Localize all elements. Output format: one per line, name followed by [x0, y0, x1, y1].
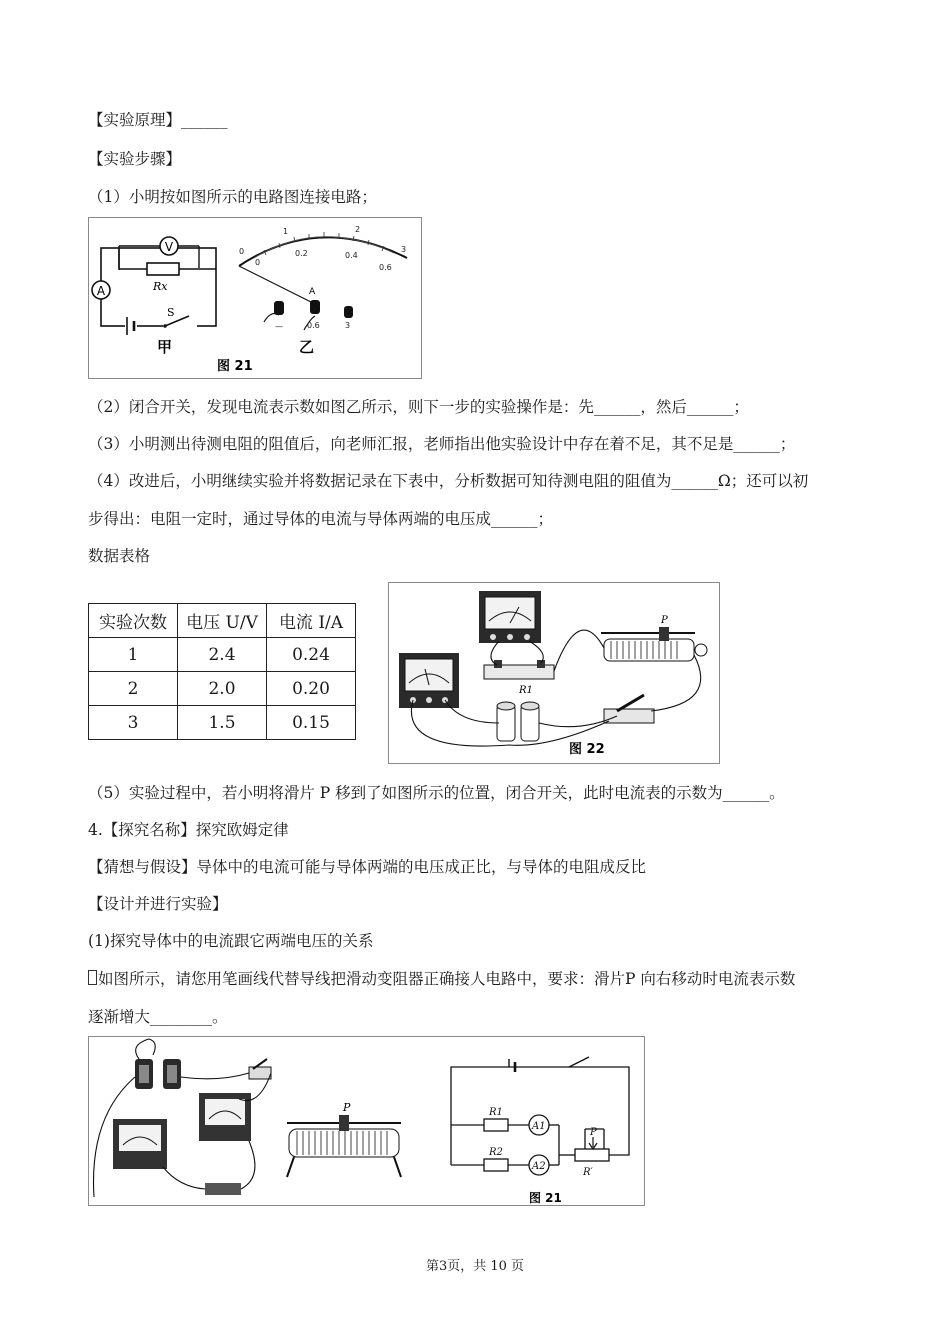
voltmeter-label: V — [164, 240, 174, 254]
part-2-text: 如图所示，请您用笔画线代替导线把滑动变阻器正确接人电路中，要求：滑片P 向右移动时电流表示数 — [98, 970, 796, 988]
rprime-label: R′ — [583, 1167, 593, 1178]
data-table — [88, 603, 356, 740]
resistor-r2-symbol — [484, 1159, 508, 1171]
part-1: (1)探究导体中的电流跟它两端电压的关系 — [88, 932, 374, 950]
battery-pack — [497, 702, 539, 741]
rheostat-symbol — [575, 1149, 609, 1161]
ammeter-device — [399, 653, 459, 708]
scale-bottom-0: 0 — [255, 258, 261, 267]
step-4-part-1: （4）改进后，小明继续实验并将数据记录在下表中，分析数据可知待测电阻的阻值为______Ω；还可以初 — [88, 472, 809, 490]
scale-top-3: 3 — [401, 245, 407, 254]
part-2-line-2: 逐渐增大________。 — [88, 1008, 228, 1026]
terminal-negative — [274, 301, 284, 315]
rheostat-device — [287, 1115, 401, 1177]
table-cell: 2.4 — [178, 638, 267, 672]
table-header: 电压 U/V — [178, 604, 267, 638]
table-cell: 2.0 — [178, 672, 267, 706]
resistor-r1-symbol — [484, 1119, 508, 1131]
figure-21-caption: 图 21 — [217, 359, 253, 374]
part-2-line-1 — [88, 969, 795, 989]
scale-bottom-2: 0.4 — [345, 251, 358, 260]
terminal-label-neg: — — [275, 322, 283, 331]
table-header-row — [89, 604, 356, 638]
r1-label: R1 — [489, 1107, 503, 1118]
table-cell: 1.5 — [178, 706, 267, 740]
step-2: （2）闭合开关，发现电流表示数如图乙所示，则下一步的实验操作是：先______，然后______； — [88, 398, 749, 416]
step-5: （5）实验过程中，若小明将滑片 P 移到了如图所示的位置，闭合开关，此时电流表的示数为______。 — [88, 784, 785, 802]
resistor-label: Rx — [153, 280, 168, 293]
switch-symbol — [569, 1057, 589, 1067]
figure-bottom-caption: 图 21 — [529, 1191, 562, 1205]
p-label: P — [590, 1127, 597, 1138]
ammeter-device — [113, 1119, 167, 1169]
terminal-label-06: 0.6 — [307, 321, 320, 330]
scale-top-0: 0 — [239, 247, 245, 256]
switch-device — [249, 1067, 271, 1079]
table-cell: 2 — [89, 672, 178, 706]
table-cell: 1 — [89, 638, 178, 672]
table-cell: 0.20 — [267, 672, 356, 706]
label-jia: 甲 — [157, 338, 173, 356]
page-footer: 第3页，共 10 页 — [425, 1259, 525, 1274]
resistor-rx — [147, 263, 179, 275]
scale-bottom-1: 0.2 — [295, 249, 308, 258]
table-row — [89, 638, 356, 672]
experiment-steps-heading: 【实验步骤】 — [88, 150, 182, 168]
table-row — [89, 672, 356, 706]
table-cell: 0.15 — [267, 706, 356, 740]
rheostat-device — [601, 627, 707, 661]
r2-label: R2 — [489, 1147, 503, 1158]
experiment-principle: 【实验原理】______ — [88, 111, 228, 129]
slider-p-label: P — [343, 1101, 351, 1114]
resistor-r1-label: R1 — [519, 685, 533, 696]
data-table-title: 数据表格 — [88, 547, 151, 565]
hypothesis: 【猜想与假设】导体中的电流可能与导体两端的电压成正比，与导体的电阻成反比 — [88, 858, 647, 876]
scale-bottom-3: 0.6 — [379, 263, 392, 272]
missing-glyph-icon — [88, 970, 97, 985]
table-cell: 0.24 — [267, 638, 356, 672]
table-header: 实验次数 — [89, 604, 178, 638]
design-heading: 【设计并进行实验】 — [88, 895, 228, 913]
figure-21 — [88, 217, 422, 379]
table-row — [89, 706, 356, 740]
figure-22 — [388, 582, 720, 764]
step-1: （1）小明按如图所示的电路图连接电路； — [88, 188, 377, 206]
switch-label: S — [167, 306, 175, 319]
a1-label: A1 — [532, 1121, 546, 1132]
scale-top-2: 2 — [355, 225, 361, 234]
question-4-title: 4.【探究名称】探究欧姆定律 — [88, 821, 289, 839]
table-cell: 3 — [89, 706, 178, 740]
resistor-device — [205, 1183, 241, 1195]
terminal-label-3: 3 — [345, 321, 351, 330]
ammeter-label: A — [96, 284, 106, 298]
terminal-3 — [344, 306, 353, 318]
table-header: 电流 I/A — [267, 604, 356, 638]
a2-label: A2 — [532, 1161, 546, 1172]
step-4-part-2: 步得出：电阻一定时，通过导体的电流与导体两端的电压成______； — [88, 510, 554, 528]
figure-22-caption: 图 22 — [569, 742, 605, 757]
label-yi: 乙 — [299, 338, 315, 356]
meter-unit-label: A — [309, 287, 316, 297]
slider-p-label: P — [661, 615, 668, 626]
battery-pack — [135, 1059, 181, 1089]
terminal-0-6 — [310, 300, 320, 314]
ammeter-needle — [239, 266, 311, 302]
scale-top-1: 1 — [283, 227, 289, 236]
step-3: （3）小明测出待测电阻的阻值后，向老师汇报，老师指出他实验设计中存在着不足，其不足是______； — [88, 435, 796, 453]
voltmeter-device — [479, 591, 541, 643]
figure-bottom — [88, 1036, 645, 1206]
